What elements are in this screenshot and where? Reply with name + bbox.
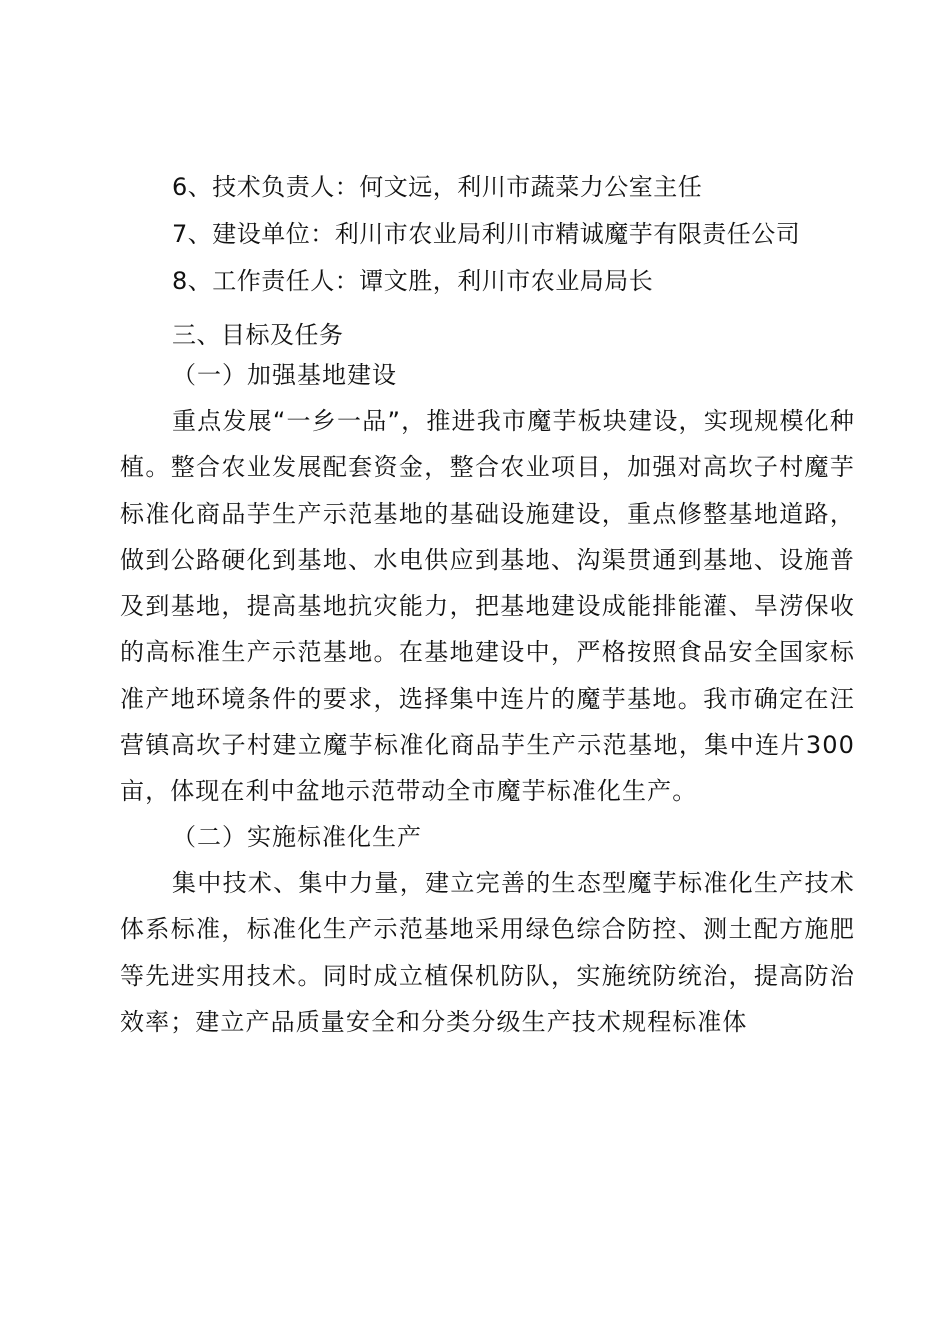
- subsection-heading-2: （二）实施标准化生产: [172, 823, 422, 851]
- paragraph-base-construction: 重点发展“一乡一品”，推进我市魔芋板块建设，实现规模化种植。整合农业发展配套资金，整合农业项目，加强对高坎子村魔芋标准化商品芋生产示范基地的基础设施建设，重点修整基地道路，做到公路硬化到基地、水电供应到基地、沟渠贯通到基地、设施普及到基地，提高基地抗灾能力，把基地建设成能排能灌、旱涝保收的高标准生产示范基地。在基地建设中，严格按照食品安全国家标准产地环境条件的要求，选择集中连片的魔芋基地。我市确定在汪营镇高坎子村建立魔芋标准化商品芋生产示范基地，集中连片300亩，体现在利中盆地示范带动全市魔芋标准化生产。: [120, 407, 855, 806]
- paragraph-standardized-production: 集中技术、集中力量，建立完善的生态型魔芋标准化生产技术体系标准，标准化生产示范基地采用绿色综合防控、测土配方施肥等先进实用技术。同时成立植保机防队，实施统防统治，提高防治效率；建立产品质量安全和分类分级生产技术规程标准体: [120, 869, 855, 1036]
- list-item-technical-lead: 6、技术负责人：何文远，利川市蔬菜力公室主任: [172, 173, 703, 201]
- section-heading: 三、目标及任务: [172, 321, 344, 349]
- list-item-construction-unit: 7、建设单位：利川市农业局利川市精诚魔芋有限责任公司: [172, 220, 801, 248]
- subsection-heading-1: （一）加强基地建设: [172, 361, 397, 389]
- list-item-work-lead: 8、工作责任人：谭文胜，利川市农业局局长: [172, 267, 654, 295]
